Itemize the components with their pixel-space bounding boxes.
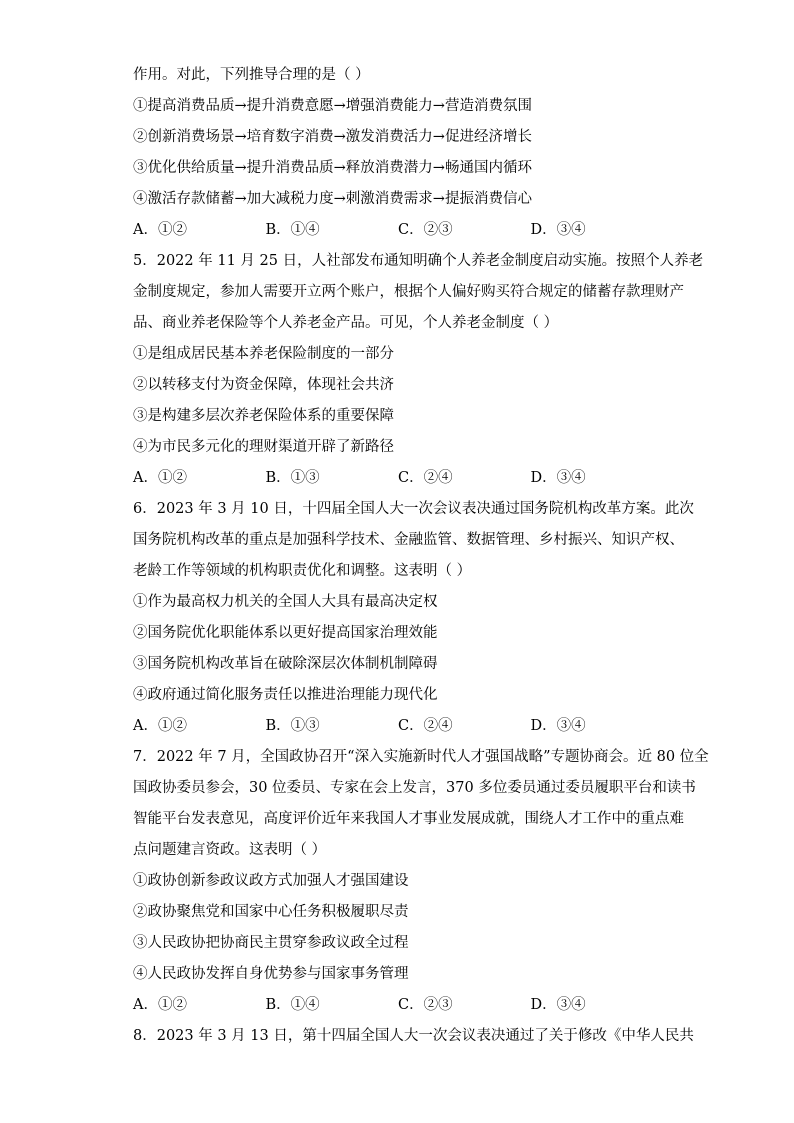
question-4 (133, 62, 663, 248)
option-c: C．②③ (398, 222, 453, 238)
option-c: C．②③ (398, 997, 453, 1013)
question-8 (133, 1023, 694, 1054)
option-d: D．③④ (530, 222, 586, 238)
question-stem-line: 老龄工作等领域的机构职责优化和调整。这表明（ ） (133, 563, 472, 579)
statement-item: ③优化供给质量→提升消费品质→释放消费潜力→畅通国内循环 (133, 160, 532, 176)
statement-item: ③人民政协把协商民主贯穿参政议政全过程 (133, 935, 409, 951)
answer-options (133, 992, 663, 1023)
option-a: A．①② (133, 997, 187, 1013)
question-stem-line: 品、商业养老保险等个人养老金产品。可见，个人养老金制度（ ） (133, 315, 559, 331)
option-a: A．①② (133, 470, 187, 486)
question-stem-line: 作用。对此，下列推导合理的是（ ） (133, 67, 370, 83)
question-stem-line: 智能平台发表意见，高度评价近年来我国人才事业发展成就，围绕人才工作中的重点难 (133, 811, 684, 827)
answer-options (133, 217, 663, 248)
question-6 (133, 496, 694, 744)
question-stem-line: 5．2022 年 11 月 25 日，人社部发布通知明确个人养老金制度启动实施。按照个人养老 (133, 253, 704, 269)
question-stem-line: 国政协委员参会，30 位委员、专家在会上发言，370 多位委员通过委员履职平台和读书 (133, 780, 696, 796)
question-5 (133, 248, 704, 496)
question-7 (133, 744, 709, 1023)
statement-item: ①作为最高权力机关的全国人大具有最高决定权 (133, 594, 438, 610)
document-content (133, 62, 709, 1054)
statement-item: ④为市民多元化的理财渠道开辟了新路径 (133, 439, 394, 455)
statement-item: ④人民政协发挥自身优势参与国家事务管理 (133, 966, 409, 982)
statement-item: ③是构建多层次养老保险体系的重要保障 (133, 408, 394, 424)
option-c: C．②④ (398, 470, 453, 486)
option-a: A．①② (133, 718, 187, 734)
option-d: D．③④ (530, 718, 586, 734)
answer-options (133, 713, 663, 744)
question-stem-line: 点问题建言资政。这表明（ ） (133, 842, 327, 858)
option-d: D．③④ (530, 997, 586, 1013)
statement-item: ②创新消费场景→培育数字消费→激发消费活力→促进经济增长 (133, 129, 532, 145)
statement-item: ①提高消费品质→提升消费意愿→增强消费能力→营造消费氛围 (133, 98, 532, 114)
question-stem-line: 6．2023 年 3 月 10 日，十四届全国人大一次会议表决通过国务院机构改革方案。此次 (133, 501, 694, 517)
statement-item: ②以转移支付为资金保障，体现社会共济 (133, 377, 394, 393)
option-b: B．①④ (265, 222, 320, 238)
question-stem-line: 国务院机构改革的重点是加强科学技术、金融监管、数据管理、乡村振兴、知识产权、 (133, 532, 684, 548)
question-stem-line: 7．2022 年 7 月，全国政协召开“深入实施新时代人才强国战略”专题协商会。近 80 位全 (133, 749, 709, 765)
option-b: B．①③ (265, 470, 320, 486)
option-d: D．③④ (530, 470, 586, 486)
statement-item: ①政协创新参政议政方式加强人才强国建设 (133, 873, 409, 889)
statement-item: ④激活存款储蓄→加大减税力度→刺激消费需求→提振消费信心 (133, 191, 532, 207)
statement-item: ④政府通过简化服务责任以推进治理能力现代化 (133, 687, 438, 703)
statement-item: ②国务院优化职能体系以更好提高国家治理效能 (133, 625, 438, 641)
statement-item: ②政协聚焦党和国家中心任务积极履职尽责 (133, 904, 409, 920)
answer-options (133, 465, 663, 496)
option-c: C．②④ (398, 718, 453, 734)
option-a: A．①② (133, 222, 187, 238)
option-b: B．①③ (265, 718, 320, 734)
statement-item: ①是组成居民基本养老保险制度的一部分 (133, 346, 394, 362)
option-b: B．①④ (265, 997, 320, 1013)
question-stem-line: 8．2023 年 3 月 13 日，第十四届全国人大一次会议表决通过了关于修改《中华人民共 (133, 1028, 694, 1044)
statement-item: ③国务院机构改革旨在破除深层次体制机制障碍 (133, 656, 438, 672)
question-stem-line: 金制度规定，参加人需要开立两个账户，根据个人偏好购买符合规定的储蓄存款理财产 (133, 284, 684, 300)
